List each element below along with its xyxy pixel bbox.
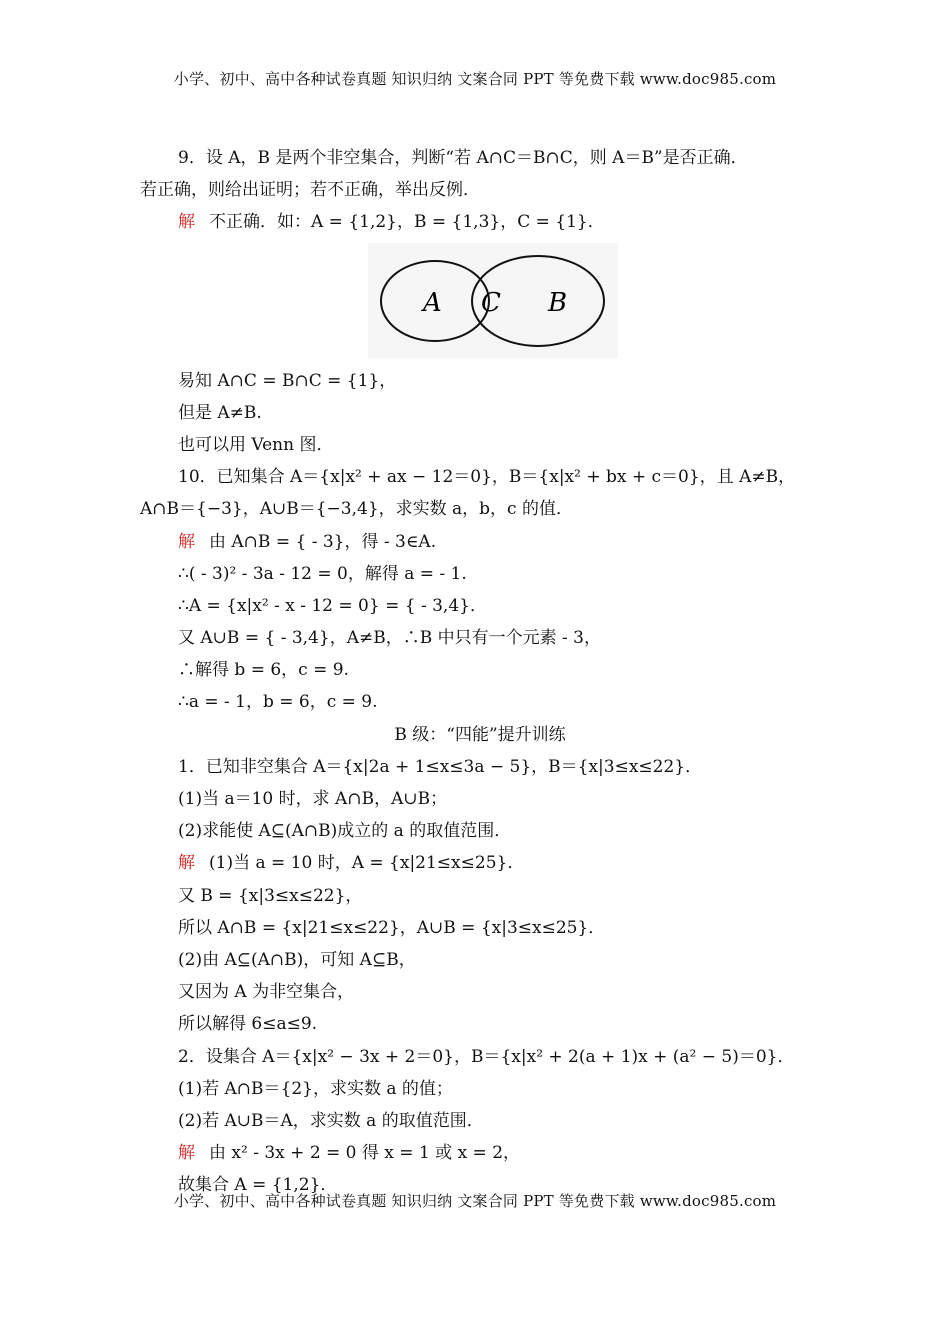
problem-9-line-2: 若正确，则给出证明；若不正确，举出反例． (140, 180, 480, 201)
document-body (140, 142, 820, 1201)
page-footer: 小学、初中、高中各种试卷真题 知识归纳 文案合同 PPT 等免费下载 www.doc985.com (173, 1192, 777, 1210)
solution-10-line-2: ∴( - 3)² - 3a - 12 = 0，解得 a = - 1. (178, 563, 467, 584)
problem-b1-line-2: (1)当 a＝10 时，求 A∩B，A∪B； (178, 789, 448, 809)
solution-9-line-4: 也可以用 Venn 图． (178, 434, 334, 455)
solution-9-line-1: 解 不正确．如：A = {1,2}，B = {1,3}，C = {1}． (178, 212, 605, 233)
solution-b1-line-3: 所以 A∩B = {x|21≤x≤22}，A∪B = {x|3≤x≤25}． (178, 917, 606, 938)
problem-10-line-1: 10．已知集合 A＝{x|x² + ax − 12＝0}，B＝{x|x² + bx + c＝0}，且 A≠B， (178, 467, 796, 488)
solution-label: 解 (178, 853, 195, 874)
solution-10-line-5: ∴解得 b = 6，c = 9. (178, 660, 349, 681)
venn-label-a: A (423, 287, 442, 318)
venn-label-c: C (481, 287, 501, 318)
solution-b1-line-6: 所以解得 6≤a≤9. (178, 1014, 318, 1035)
problem-b2-line-2: (1)若 A∩B＝{2}，求实数 a 的值； (178, 1078, 453, 1099)
solution-label: 解 (178, 1143, 195, 1164)
problem-b1-line-1: 1．已知非空集合 A＝{x|2a + 1≤x≤3a − 5}，B＝{x|3≤x≤22}． (178, 756, 703, 777)
problem-9-line-1: 9．设 A，B 是两个非空集合，判断“若 A∩C＝B∩C，则 A＝B”是否正确． (178, 148, 748, 168)
problem-b2-line-3: (2)若 A∪B＝A，求实数 a 的取值范围． (178, 1110, 484, 1131)
solution-9-line-3: 但是 A≠B. (178, 402, 262, 423)
solution-10-line-1: 解 由 A∩B = { - 3}，得 - 3∈A. (178, 531, 437, 552)
solution-b1-line-2: 又 B = {x|3≤x≤22}， (178, 885, 363, 906)
solution-9-line-2: 易知 A∩C = B∩C = {1}， (178, 370, 397, 391)
problem-10-line-2: A∩B＝{−3}，A∪B＝{−3,4}，求实数 a，b，c 的值． (140, 499, 573, 520)
solution-label: 解 (178, 531, 195, 552)
page-header: 小学、初中、高中各种试卷真题 知识归纳 文案合同 PPT 等免费下载 www.doc985.com (173, 70, 777, 88)
solution-10-line-4: 又 A∪B = { - 3,4}，A≠B，∴B 中只有一个元素 - 3， (178, 628, 601, 649)
solution-b2-line-1: 解 由 x² - 3x + 2 = 0 得 x = 1 或 x = 2， (178, 1143, 521, 1164)
venn-diagram (368, 243, 618, 358)
solution-b2-line-2: 故集合 A = {1,2}． (178, 1175, 338, 1196)
problem-b1-line-3: (2)求能使 A⊆(A∩B)成立的 a 的取值范围． (178, 821, 512, 842)
venn-diagram-wrap (140, 243, 820, 365)
section-heading-b-level: B 级：“四能”提升训练 (394, 724, 566, 745)
solution-10-line-6: ∴a = - 1，b = 6，c = 9. (178, 692, 378, 713)
solution-b1-line-1: 解 (1)当 a = 10 时，A = {x|21≤x≤25}． (178, 853, 525, 874)
problem-b2-line-1: 2．设集合 A＝{x|x² − 3x + 2＝0}，B＝{x|x² + 2(a + 1)x + (a² − 5)＝0}． (178, 1046, 795, 1067)
solution-b1-line-5: 又因为 A 为非空集合， (178, 982, 355, 1003)
solution-10-line-3: ∴A = {x|x² - x - 12 = 0} = { - 3,4}． (178, 595, 487, 616)
solution-b1-line-4: (2)由 A⊆(A∩B)，可知 A⊆B， (178, 949, 416, 970)
solution-label: 解 (178, 212, 195, 233)
venn-label-b: B (548, 287, 568, 318)
